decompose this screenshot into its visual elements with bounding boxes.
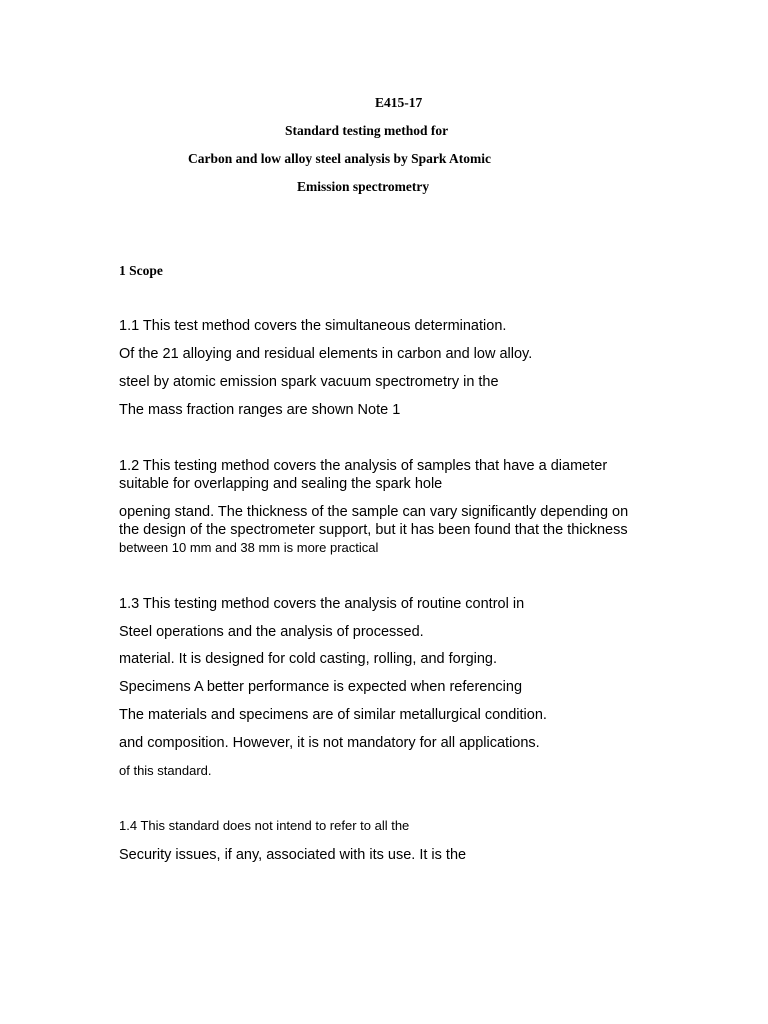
paragraph-1-3-line: Steel operations and the analysis of processed.: [119, 624, 424, 640]
paragraph-1-1-line: The mass fraction ranges are shown Note 1: [119, 402, 401, 418]
section-heading-scope: 1 Scope: [119, 263, 163, 278]
paragraph-1-3-line: and composition. However, it is not mandatory for all applications.: [119, 735, 540, 751]
paragraph-1-2-line: between 10 mm and 38 mm is more practical: [119, 540, 379, 555]
document-title-line-2: Carbon and low alloy steel analysis by Spark Atomic: [188, 151, 492, 166]
paragraph-1-2-line: 1.2 This testing method covers the analysis of samples that have a diameter: [119, 458, 608, 474]
paragraph-1-1-line: 1.1 This test method covers the simultaneous determination.: [119, 318, 507, 334]
document-title-line-1: Standard testing method for: [285, 123, 449, 138]
document-code: E415-17: [375, 95, 423, 110]
paragraph-1-1-line: Of the 21 alloying and residual elements in carbon and low alloy.: [119, 346, 533, 362]
paragraph-1-3-line: Specimens A better performance is expected when referencing: [119, 679, 523, 695]
document-title-line-3: Emission spectrometry: [297, 179, 430, 194]
paragraph-1-3-line: 1.3 This testing method covers the analysis of routine control in: [119, 596, 525, 612]
paragraph-1-4-line: Security issues, if any, associated with its use. It is the: [119, 847, 467, 863]
paragraph-1-1-line: steel by atomic emission spark vacuum spectrometry in the: [119, 374, 499, 390]
paragraph-1-2-line: the design of the spectrometer support, but it has been found that the thickness: [119, 522, 628, 538]
paragraph-1-3-line: of this standard.: [119, 763, 212, 778]
paragraph-1-2-line: opening stand. The thickness of the sample can vary significantly depending on: [119, 504, 629, 520]
paragraph-1-3-line: material. It is designed for cold casting, rolling, and forging.: [119, 651, 498, 667]
paragraph-1-3-line: The materials and specimens are of similar metallurgical condition.: [119, 707, 547, 723]
paragraph-1-2-line: suitable for overlapping and sealing the spark hole: [119, 476, 443, 492]
paragraph-1-4-line: 1.4 This standard does not intend to refer to all the: [119, 818, 410, 833]
